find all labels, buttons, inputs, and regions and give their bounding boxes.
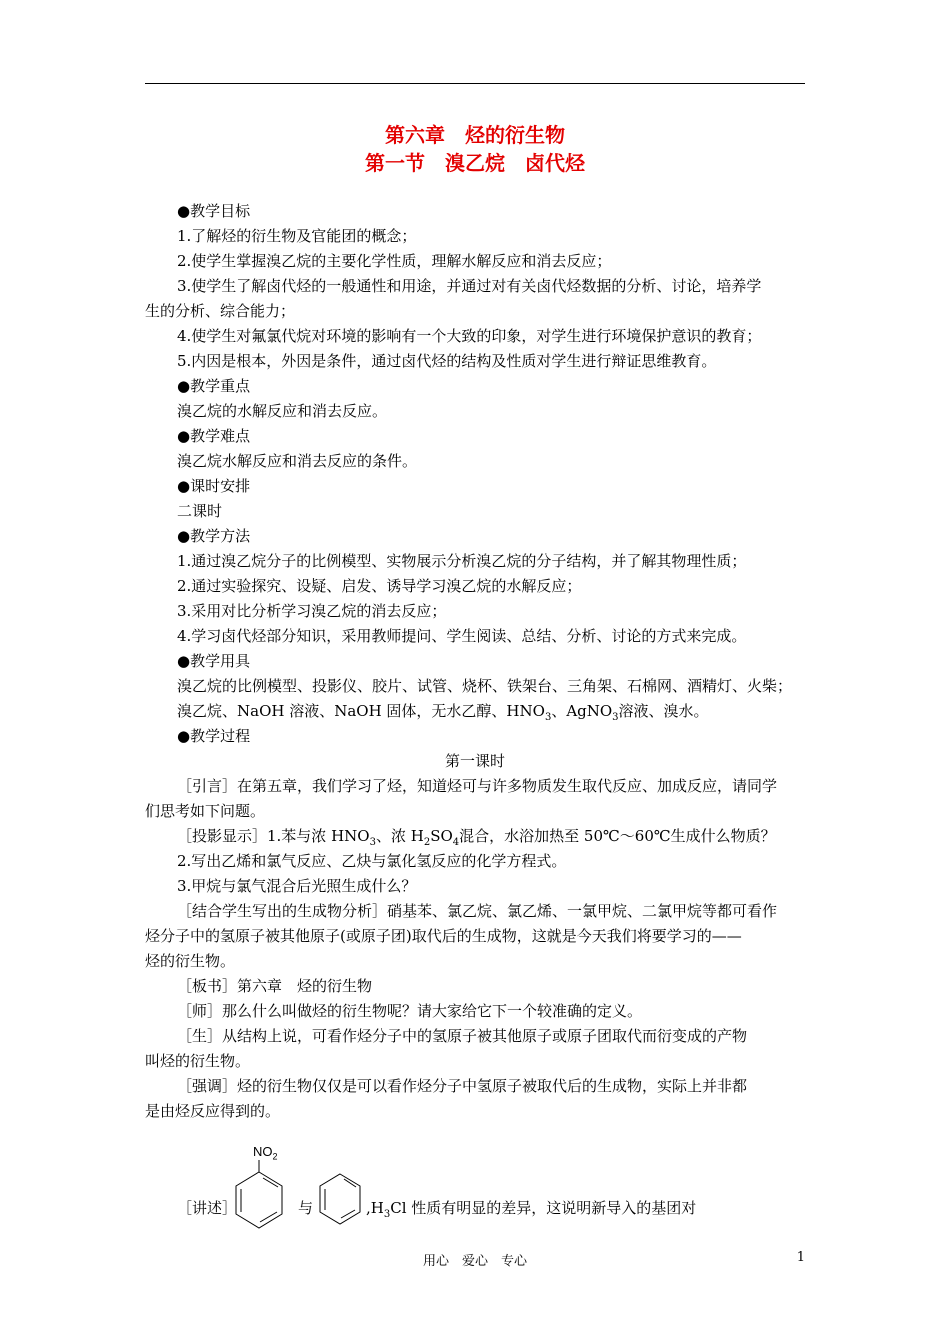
- method-4: 4.学习卤代烃部分知识，采用教师提问、学生阅读、总结、分析、讨论的方式来完成。: [177, 627, 747, 645]
- narrate-tail: $,H_3Cl$ 性质有明显的差异，这说明新导入的基团对: [366, 1199, 697, 1220]
- tools-line-1: 溴乙烷的比例模型、投影仪、胶片、试管、烧杯、铁架台、三角架、石棉网、酒精灯、火柴；: [177, 677, 793, 695]
- combine-line-1: ［结合学生写出的生成物分析］硝基苯、氯乙烷、氯乙烯、一氯甲烷、二氯甲烷等都可看作: [177, 902, 778, 920]
- benzene-structure: [316, 1170, 364, 1230]
- objective-3: 3.使学生了解卤代烃的一般通性和用途，并通过对有关卤代烃数据的分析、讨论，培养学: [177, 277, 762, 295]
- method-2: 2.通过实验探究、设疑、启发、诱导学习溴乙烷的水解反应；: [177, 577, 582, 595]
- methods-heading: ●教学方法: [177, 527, 251, 545]
- narrate-label: ［讲述］: [177, 1199, 238, 1217]
- objective-5: 5.内因是根本，外因是条件，通过卤代烃的结构及性质对学生进行辩证思维教育。: [177, 352, 717, 370]
- stress-line-2: 是由烃反应得到的。: [145, 1102, 281, 1120]
- objective-3-cont: 生的分析、综合能力；: [145, 302, 296, 320]
- stress-line-1: ［强调］烃的衍生物仅仅是可以看作烃分子中氢原子被取代后的生成物，实际上并非都: [177, 1077, 748, 1095]
- nitrobenzene-structure: [230, 1160, 290, 1232]
- footer-motto: 用心 爱心 专心: [422, 1254, 527, 1269]
- keypoint-text: 溴乙烷的水解反应和消去反应。: [177, 402, 388, 420]
- student-line-1: ［生］从结构上说，可看作烃分子中的氢原子被其他原子或原子团取代而衍变成的产物: [177, 1027, 748, 1045]
- lesson-subtitle: 第一课时: [444, 752, 505, 770]
- header-rule: [145, 83, 805, 84]
- schedule-text: 二课时: [177, 502, 223, 520]
- combine-line-2: 烃分子中的氢原子被其他原子(或原子团)取代后的生成物，这就是今天我们将要学习的——: [145, 927, 742, 945]
- teacher-text: ［师］那么什么叫做烃的衍生物呢？请大家给它下一个较准确的定义。: [177, 1002, 643, 1020]
- difficulty-heading: ●教学难点: [177, 427, 251, 445]
- objective-1: 1.了解烃的衍生物及官能团的概念；: [177, 227, 417, 245]
- intro-line-1: ［引言］在第五章，我们学习了烃，知道烃可与许多物质发生取代反应、加成反应，请同学: [177, 777, 778, 795]
- objectives-heading: ●教学目标: [177, 202, 251, 220]
- projection-q3: 3.甲烷与氯气混合后光照生成什么？: [177, 877, 417, 895]
- board-text: ［板书］第六章 烃的衍生物: [177, 977, 373, 995]
- page-number: 1: [796, 1250, 805, 1265]
- no2-label: $NO_2$: [253, 1144, 278, 1162]
- tools-line-2: 溴乙烷、NaOH 溶液、NaOH 固体，无水乙醇、$HNO_3$、AgNO$_3$溶液、溴水。: [177, 702, 709, 723]
- combine-line-3: 烃的衍生物。: [145, 952, 236, 970]
- tools-heading: ●教学用具: [177, 652, 251, 670]
- section-title: 第一节 溴乙烷 卤代烃: [365, 151, 585, 175]
- student-line-2: 叫烃的衍生物。: [145, 1052, 251, 1070]
- intro-line-2: 们思考如下问题。: [145, 802, 266, 820]
- chapter-title: 第六章 烃的衍生物: [385, 123, 565, 147]
- keypoint-heading: ●教学重点: [177, 377, 251, 395]
- method-1: 1.通过溴乙烷分子的比例模型、实物展示分析溴乙烷的分子结构，并了解其物理性质；: [177, 552, 747, 570]
- projection-q2: 2.写出乙烯和氯气反应、乙炔与氯化氢反应的化学方程式。: [177, 852, 567, 870]
- difficulty-text: 溴乙烷水解反应和消去反应的条件。: [177, 452, 418, 470]
- and-word: 与: [298, 1199, 314, 1217]
- objective-2: 2.使学生掌握溴乙烷的主要化学性质，理解水解反应和消去反应；: [177, 252, 612, 270]
- process-heading: ●教学过程: [177, 727, 251, 745]
- objective-4: 4.使学生对氟氯代烷对环境的影响有一个大致的印象，对学生进行环境保护意识的教育；: [177, 327, 762, 345]
- schedule-heading: ●课时安排: [177, 477, 251, 495]
- method-3: 3.采用对比分析学习溴乙烷的消去反应；: [177, 602, 447, 620]
- projection-q1: ［投影显示］1.苯与浓 $HNO_3$、浓 $H_2SO_4$混合，水浴加热至 50℃～60℃生成什么物质？: [177, 827, 776, 848]
